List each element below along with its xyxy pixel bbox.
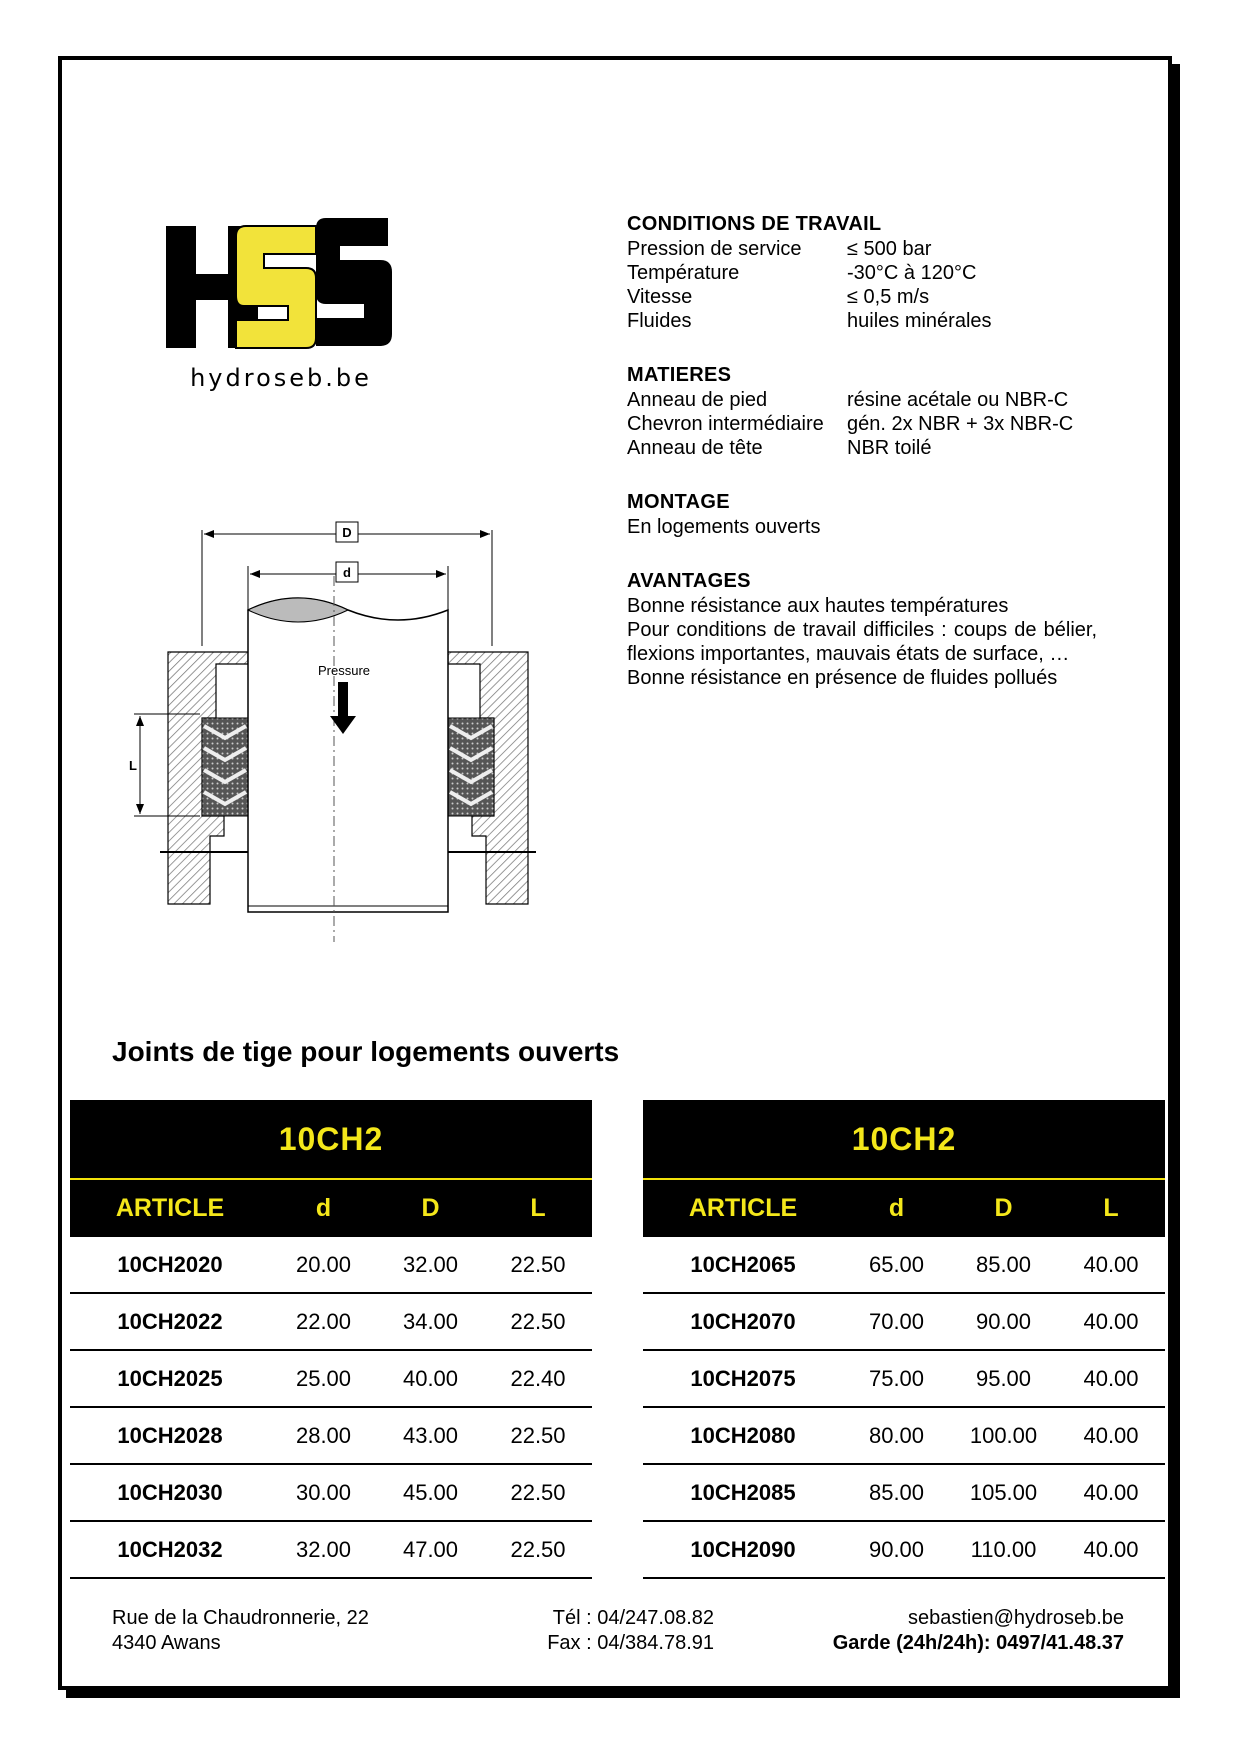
brand-logo — [166, 218, 396, 392]
spec-row: Vitesse ≤ 0,5 m/s — [627, 286, 930, 308]
address-line: 4340 Awans — [112, 1632, 221, 1654]
table-row: 10CH2090 90.00 110.00 40.00 — [643, 1522, 1165, 1579]
table-column-headers — [643, 1180, 1165, 1237]
col-article: ARTICLE — [115, 1194, 225, 1222]
tel-text: Tél : 04/247.08.82 — [552, 1607, 714, 1629]
dim-label-D: D — [342, 525, 352, 540]
table-row: 10CH2030 30.00 45.00 22.50 — [70, 1465, 592, 1522]
table-row: 10CH2028 28.00 43.00 22.50 — [70, 1408, 592, 1465]
montage-text: En logements ouverts — [627, 516, 821, 538]
material-row: Anneau de pied résine acétale ou NBR-C — [627, 389, 1069, 411]
footer-contact — [780, 1606, 1124, 1656]
table-row: 10CH2022 22.00 34.00 22.50 — [70, 1294, 592, 1351]
table-row: 10CH2085 85.00 105.00 40.00 — [643, 1465, 1165, 1522]
table-header — [70, 1100, 592, 1180]
garde-text: Garde (24h/24h): 0497/41.48.37 — [832, 1632, 1124, 1654]
table-series-name: 10CH2 — [851, 1120, 957, 1157]
article-table — [643, 1100, 1165, 1579]
montage-title: MONTAGE — [627, 491, 730, 513]
material-row: Anneau de tête NBR toilé — [627, 437, 932, 459]
col-article: ARTICLE — [688, 1194, 798, 1222]
avantages-section — [627, 569, 1097, 690]
col-L: L — [530, 1194, 546, 1222]
col-d: d — [888, 1194, 905, 1222]
table-series-name: 10CH2 — [278, 1120, 384, 1157]
hs-logo-mark — [166, 218, 396, 364]
avantage-line: Bonne résistance aux hautes températures — [627, 595, 1009, 617]
col-D: D — [421, 1194, 440, 1222]
article-table — [70, 1100, 592, 1579]
email-link[interactable]: sebastien@hydroseb.be — [908, 1607, 1124, 1629]
table-row: 10CH2080 80.00 100.00 40.00 — [643, 1408, 1165, 1465]
avantage-line: Pour conditions de travail difficiles : coups de bélier, flexions importantes, mauvais états de surface, … — [627, 619, 1097, 665]
table-row: 10CH2032 32.00 47.00 22.50 — [70, 1522, 592, 1579]
materials-section — [627, 363, 1097, 460]
materials-title: MATIERES — [627, 364, 732, 386]
address-line: Rue de la Chaudronnerie, 22 — [112, 1607, 369, 1629]
footer-address — [112, 1606, 369, 1656]
fax-text: Fax : 04/384.78.91 — [547, 1632, 714, 1654]
montage-section — [627, 490, 1097, 539]
table-header — [643, 1100, 1165, 1180]
table-row: 10CH2065 65.00 85.00 40.00 — [643, 1237, 1165, 1294]
seal-cross-section-diagram — [120, 516, 560, 946]
avantages-title: AVANTAGES — [627, 570, 751, 592]
col-d: d — [315, 1194, 332, 1222]
col-D: D — [994, 1194, 1013, 1222]
tables-title: Joints de tige pour logements ouverts — [112, 1036, 620, 1067]
spec-row: Température -30°C à 120°C — [627, 262, 977, 284]
spec-row: Fluides huiles minérales — [627, 310, 992, 332]
spec-row: Pression de service ≤ 500 bar — [627, 238, 932, 260]
brand-site-text: hydroseb.be — [190, 364, 372, 392]
conditions-title: CONDITIONS DE TRAVAIL — [627, 213, 882, 235]
table-row: 10CH2075 75.00 95.00 40.00 — [643, 1351, 1165, 1408]
footer-phone — [540, 1606, 714, 1656]
pressure-label: Pressure — [317, 663, 371, 678]
col-L: L — [1103, 1194, 1119, 1222]
avantage-line: Bonne résistance en présence de fluides pollués — [627, 667, 1058, 689]
dim-label-L: L — [129, 758, 137, 773]
conditions-section — [627, 212, 1097, 333]
table-row: 10CH2020 20.00 32.00 22.50 — [70, 1237, 592, 1294]
specs-column — [627, 212, 1097, 720]
table-row: 10CH2025 25.00 40.00 22.40 — [70, 1351, 592, 1408]
dim-label-d: d — [343, 565, 351, 580]
table-column-headers — [70, 1180, 592, 1237]
table-row: 10CH2070 70.00 90.00 40.00 — [643, 1294, 1165, 1351]
material-row: Chevron intermédiaire gén. 2x NBR + 3x NBR-C — [627, 413, 1074, 435]
